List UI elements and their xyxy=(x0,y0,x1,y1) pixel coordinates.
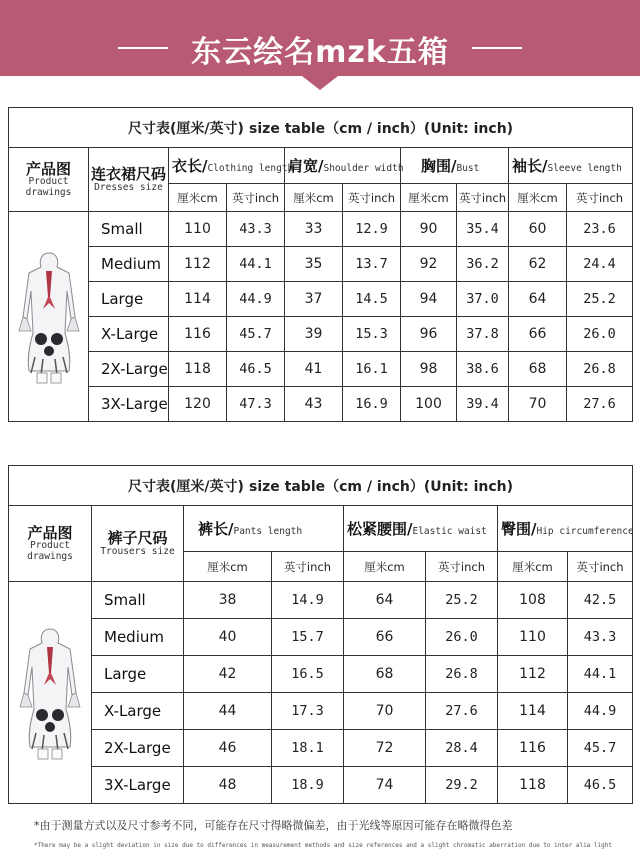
dress-size-table xyxy=(8,107,633,422)
value-inch: 26.8 xyxy=(567,352,633,387)
trousers-size-table xyxy=(8,465,633,804)
value-cm: 44 xyxy=(184,693,272,730)
col-pants-length: 裤长/Pants length xyxy=(184,506,344,552)
value-cm: 66 xyxy=(344,619,426,656)
value-inch: 37.8 xyxy=(457,317,509,352)
unit-inch: 英寸inch xyxy=(457,184,509,212)
value-cm: 114 xyxy=(169,282,227,317)
size-name: Small xyxy=(89,212,169,247)
value-cm: 112 xyxy=(169,247,227,282)
value-cm: 120 xyxy=(169,387,227,422)
value-inch: 44.1 xyxy=(227,247,285,282)
value-cm: 92 xyxy=(401,247,457,282)
unit-inch: 英寸inch xyxy=(343,184,401,212)
value-cm: 114 xyxy=(498,693,568,730)
size-name: Medium xyxy=(92,619,184,656)
value-inch: 42.5 xyxy=(568,582,633,619)
value-cm: 38 xyxy=(184,582,272,619)
value-cm: 39 xyxy=(285,317,343,352)
value-cm: 94 xyxy=(401,282,457,317)
value-inch: 26.0 xyxy=(567,317,633,352)
unit-cm: 厘米cm xyxy=(401,184,457,212)
product-image-header: 产品图 Product drawings xyxy=(9,148,89,212)
unit-inch: 英寸inch xyxy=(426,552,498,582)
table-caption xyxy=(9,466,633,506)
value-inch: 18.9 xyxy=(272,767,344,804)
value-inch: 17.3 xyxy=(272,693,344,730)
value-inch: 27.6 xyxy=(426,693,498,730)
header-banner xyxy=(0,0,640,92)
value-inch: 36.2 xyxy=(457,247,509,282)
value-cm: 98 xyxy=(401,352,457,387)
caption-cn: 尺寸表(厘米/英寸) xyxy=(128,120,244,137)
value-inch: 46.5 xyxy=(568,767,633,804)
value-inch: 15.7 xyxy=(272,619,344,656)
value-inch: 16.1 xyxy=(343,352,401,387)
col-elastic-waist: 松紧腰围/Elastic waist xyxy=(344,506,498,552)
value-cm: 74 xyxy=(344,767,426,804)
table-row xyxy=(9,693,633,730)
value-cm: 90 xyxy=(401,212,457,247)
value-cm: 64 xyxy=(344,582,426,619)
value-inch: 24.4 xyxy=(567,247,633,282)
value-cm: 37 xyxy=(285,282,343,317)
unit-inch: 英寸inch xyxy=(272,552,344,582)
caption-en: size table（cm / inch）(Unit: inch) xyxy=(249,478,514,495)
table-row xyxy=(9,656,633,693)
value-inch: 25.2 xyxy=(567,282,633,317)
value-inch: 29.2 xyxy=(426,767,498,804)
size-name: Medium xyxy=(89,247,169,282)
caption-cn: 尺寸表(厘米/英寸) xyxy=(128,478,244,495)
product-image-header: 产品图 Product drawings xyxy=(9,506,92,582)
value-inch: 15.3 xyxy=(343,317,401,352)
note-cn: *由于测量方式以及尺寸参考不同，可能存在尺寸得略微偏差，由于光线等原因可能存在略微得色差 xyxy=(34,819,513,832)
value-cm: 40 xyxy=(184,619,272,656)
value-inch: 14.5 xyxy=(343,282,401,317)
value-inch: 13.7 xyxy=(343,247,401,282)
value-cm: 33 xyxy=(285,212,343,247)
outfit-figure-icon xyxy=(20,613,80,773)
value-cm: 100 xyxy=(401,387,457,422)
table-row xyxy=(9,247,633,282)
size-header: 连衣裙尺码 Dresses size xyxy=(89,148,169,212)
table-row xyxy=(9,582,633,619)
size-name: X-Large xyxy=(89,317,169,352)
table-caption xyxy=(9,108,633,148)
value-inch: 47.3 xyxy=(227,387,285,422)
value-cm: 72 xyxy=(344,730,426,767)
value-cm: 110 xyxy=(498,619,568,656)
caption-en: size table（cm / inch）(Unit: inch) xyxy=(249,120,514,137)
col-bust: 胸围/Bust xyxy=(401,148,509,184)
value-inch: 37.0 xyxy=(457,282,509,317)
unit-cm: 厘米cm xyxy=(169,184,227,212)
size-name: Large xyxy=(92,656,184,693)
value-inch: 16.5 xyxy=(272,656,344,693)
value-inch: 26.8 xyxy=(426,656,498,693)
table-row xyxy=(9,730,633,767)
col-sleeve-length: 袖长/Sleeve length xyxy=(509,148,633,184)
value-inch: 39.4 xyxy=(457,387,509,422)
col-hip-circumference: 臀围/Hip circumference xyxy=(498,506,633,552)
value-cm: 66 xyxy=(509,317,567,352)
unit-cm: 厘米cm xyxy=(498,552,568,582)
value-cm: 118 xyxy=(169,352,227,387)
value-cm: 68 xyxy=(509,352,567,387)
outfit-figure-icon xyxy=(19,242,79,392)
value-inch: 18.1 xyxy=(272,730,344,767)
product-image-cell xyxy=(9,582,92,804)
value-inch: 25.2 xyxy=(426,582,498,619)
table-row xyxy=(9,619,633,656)
size-name: 3X-Large xyxy=(89,387,169,422)
value-cm: 42 xyxy=(184,656,272,693)
unit-cm: 厘米cm xyxy=(509,184,567,212)
value-inch: 12.9 xyxy=(343,212,401,247)
value-cm: 60 xyxy=(509,212,567,247)
value-cm: 62 xyxy=(509,247,567,282)
value-cm: 35 xyxy=(285,247,343,282)
value-inch: 26.0 xyxy=(426,619,498,656)
value-cm: 116 xyxy=(169,317,227,352)
value-inch: 44.1 xyxy=(568,656,633,693)
table-row xyxy=(9,212,633,247)
value-inch: 45.7 xyxy=(227,317,285,352)
unit-inch: 英寸inch xyxy=(567,184,633,212)
value-inch: 38.6 xyxy=(457,352,509,387)
value-inch: 43.3 xyxy=(227,212,285,247)
value-inch: 16.9 xyxy=(343,387,401,422)
note-en: *There may be a slight deviation in size due to differences in measurement methods and size references and a slight chromatic aberration due to inter alia light xyxy=(34,842,612,849)
size-name: X-Large xyxy=(92,693,184,730)
value-cm: 118 xyxy=(498,767,568,804)
table-row xyxy=(9,767,633,804)
value-inch: 44.9 xyxy=(227,282,285,317)
size-name: 2X-Large xyxy=(92,730,184,767)
value-inch: 23.6 xyxy=(567,212,633,247)
value-cm: 46 xyxy=(184,730,272,767)
footnotes xyxy=(34,817,634,849)
unit-cm: 厘米cm xyxy=(285,184,343,212)
value-cm: 108 xyxy=(498,582,568,619)
size-header: 裤子尺码 Trousers size xyxy=(92,506,184,582)
value-cm: 68 xyxy=(344,656,426,693)
value-cm: 41 xyxy=(285,352,343,387)
size-name: 2X-Large xyxy=(89,352,169,387)
value-inch: 14.9 xyxy=(272,582,344,619)
unit-inch: 英寸inch xyxy=(227,184,285,212)
value-inch: 28.4 xyxy=(426,730,498,767)
banner-title: 东云绘名mzk五箱 xyxy=(191,35,449,70)
value-inch: 35.4 xyxy=(457,212,509,247)
value-cm: 112 xyxy=(498,656,568,693)
value-inch: 46.5 xyxy=(227,352,285,387)
table-row xyxy=(9,352,633,387)
table-row xyxy=(9,387,633,422)
size-name: Large xyxy=(89,282,169,317)
value-cm: 96 xyxy=(401,317,457,352)
value-cm: 48 xyxy=(184,767,272,804)
value-cm: 110 xyxy=(169,212,227,247)
value-cm: 64 xyxy=(509,282,567,317)
value-inch: 43.3 xyxy=(568,619,633,656)
col-clothing-length: 衣长/Clothing length xyxy=(169,148,285,184)
value-cm: 43 xyxy=(285,387,343,422)
value-inch: 27.6 xyxy=(567,387,633,422)
value-inch: 44.9 xyxy=(568,693,633,730)
table-row xyxy=(9,282,633,317)
unit-cm: 厘米cm xyxy=(344,552,426,582)
value-inch: 45.7 xyxy=(568,730,633,767)
value-cm: 70 xyxy=(509,387,567,422)
value-cm: 70 xyxy=(344,693,426,730)
unit-cm: 厘米cm xyxy=(184,552,272,582)
unit-inch: 英寸inch xyxy=(568,552,633,582)
col-shoulder-width: 肩宽/Shoulder width xyxy=(285,148,401,184)
table-row xyxy=(9,317,633,352)
size-name: Small xyxy=(92,582,184,619)
value-cm: 116 xyxy=(498,730,568,767)
product-image-cell xyxy=(9,212,89,422)
size-name: 3X-Large xyxy=(92,767,184,804)
